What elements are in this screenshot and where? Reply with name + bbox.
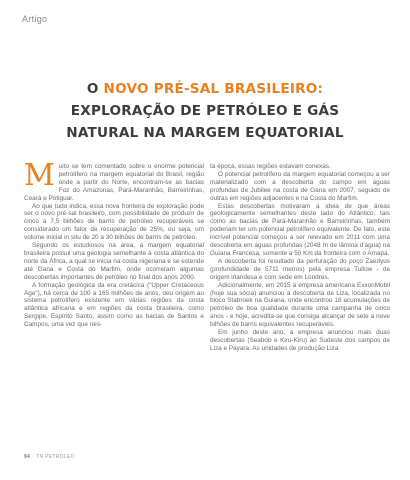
paragraph: O potencial petrolífero da margem equatorial começou a ser materializado com a descoberta do campo em águas profundas de Jubilee na costa de Gana em 2007, seguido de outras em regiões adjacentes e na Costa do Marfim. — [210, 170, 390, 202]
drop-cap: M — [24, 158, 55, 193]
paragraph: Adicionalmente, em 2015 a empresa americana ExxonMobil (hoje sua sócia) anunciou a descoberta de Liza, localizada no bloco Stabroek na Guiana, onde encontrou 18 acumulações de petróleo de boa qualidade durante uma campanha de cinco anos - e hoje, acredita-se que consiga alcançar de sete a nove bilhões de barris equivalentes recuperáveis. — [210, 281, 390, 329]
paragraph: ta época, essas regiões estavam conexas. — [210, 163, 331, 170]
paragraph: Ao que tudo indica, essa nova fronteira de exploração pode ser o novo pré-sal brasileiro, com possibilidade de produzir de cinco a 7,5 bilhões de barris de petróleo recuperáveis se considerado um fator de recuperação de 25%, ou seja, um volume inicial in situ de 20 a 30 bilhões de barris de petróleo. — [24, 202, 204, 242]
text-column-left — [24, 158, 204, 329]
paragraph: A formação geológica da era cretácica ("Upper Cretaceous Age"), há cerca de 100 a 165 milhões de anos, deu origem ao sistema petrolífero existente em várias regiões da costa atlântica africana e em regiões da costa brasileira, como Sergipe, Espírito Santo, assim como as bacias de Santos e Campos, uma vez que nes- — [24, 281, 204, 329]
paragraph: Segundo os estudiosos na área, a margem equatorial brasileira possui uma geologia semelhante à costa atlântica do norte da África, a qual se inicia na costa nigeriana e se estende até Gana e Costa do Marfim, onde ocorreram algumas descobertas importantes de petróleo no final dos anos 2000. — [24, 242, 204, 281]
page-number: 94 — [24, 454, 31, 460]
paragraph-text: uito se tem comentado sobre o enorme potencial petrolífero na margem equatorial do Brasil, região onde a partir do Norte, encontram-se as bacias Foz do Amazonas, Pará-Maranhão, Barreirinhas, Ceará e Potiguar. — [24, 163, 204, 202]
paragraph: A descoberta foi resultado da perfuração do poço Zaedyus (profundidade de 5711 metros) pela empresa Tullow - de origem irlandesa e com sede em Londres. — [210, 257, 390, 281]
text-column-right — [210, 163, 390, 353]
paragraph — [24, 158, 204, 203]
title-line-1 — [0, 78, 410, 100]
title-prefix: O — [86, 81, 104, 97]
title-line-2: EXPLORAÇÃO DE PETRÓLEO E GÁS — [70, 103, 340, 119]
publication-name: TN PETRÓLEO — [36, 454, 75, 460]
section-label: Artigo — [22, 14, 48, 24]
title-line-3: NATURAL NA MARGEM EQUATORIAL — [66, 125, 344, 141]
title-highlight: NOVO PRÉ-SAL BRASILEIRO: — [103, 81, 324, 97]
paragraph: Em junho deste ano, a empresa anunciou mais duas descobertas (Seabob e Kiru-Kiru) ao Sudeste dos campos de Liza e Payara. As unidades de produção Liza — [210, 329, 390, 352]
paragraph: Estas descobertas motivaram a ideia de que áreas geologicamente semelhantes deste lado do Atlântico, tais como as bacias de Pará-Maranhão e Barreirinhas, também poderiam ter um potencial petrolífero equivalente. De fato, este incrível potencial começou a ser relevado em 2011 com uma descoberta em águas profundas (2048 m de lâmina d'água) na Guiana Francesa, somente a 50 Km da fronteira com o Amapá. — [210, 202, 390, 257]
page-footer — [24, 454, 75, 460]
article-title — [0, 78, 410, 144]
